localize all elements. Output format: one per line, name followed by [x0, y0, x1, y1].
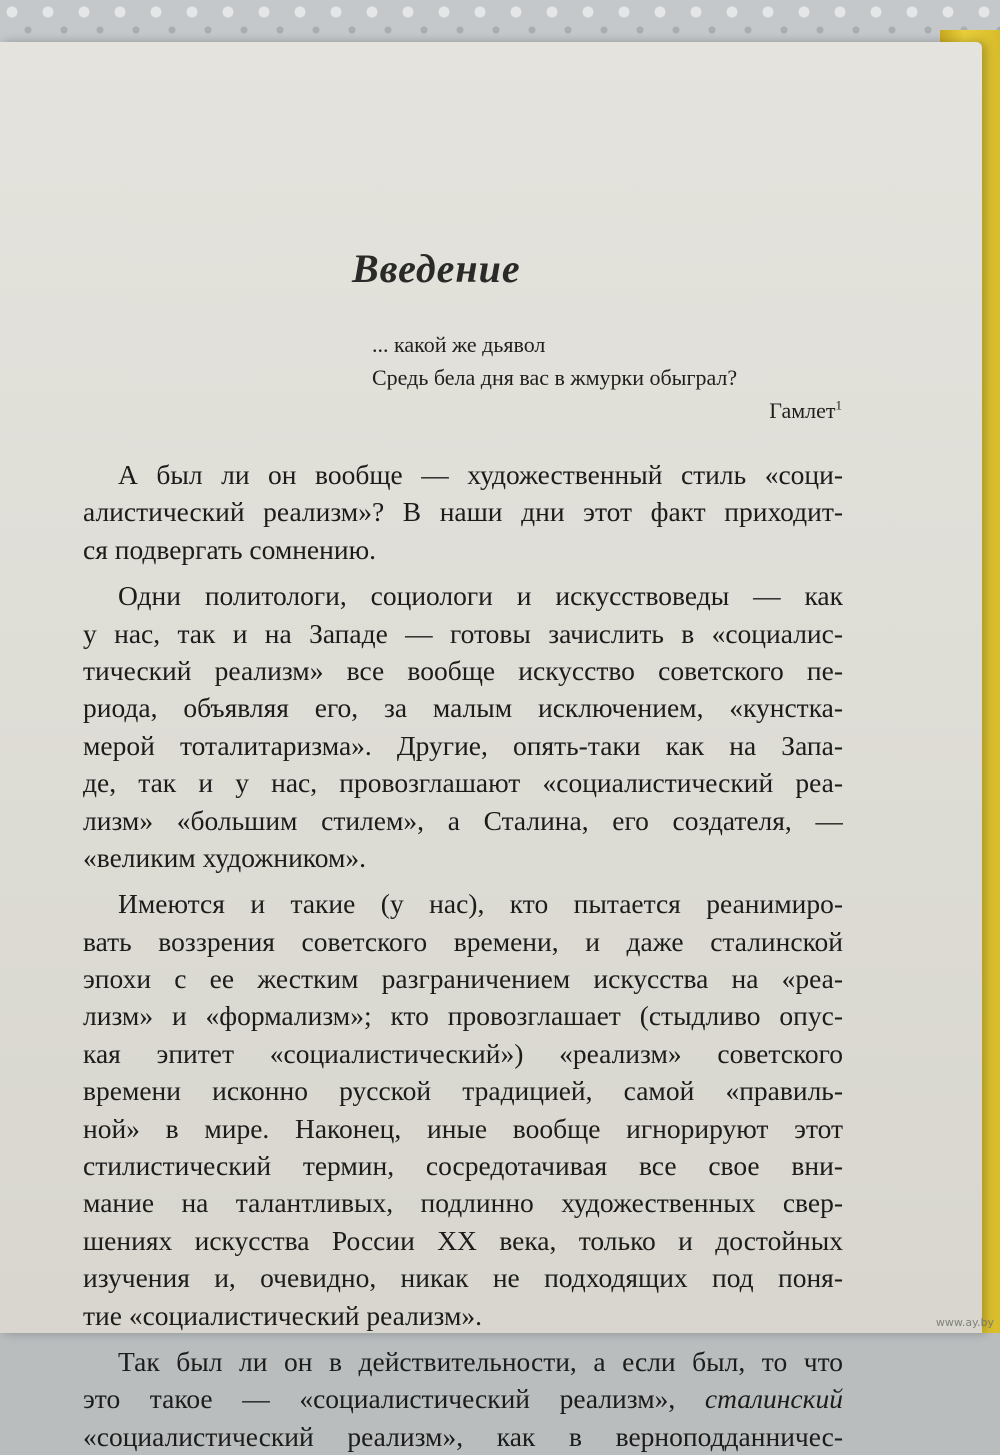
text-line: вать воззрения советского времени, и даже сталинской: [83, 925, 843, 957]
text-line: «социалистический реализм», как в верноподданничес-: [83, 1420, 843, 1452]
epigraph: [372, 328, 842, 427]
text-line: времени исконно русской традицией, самой «правиль-: [83, 1075, 843, 1107]
text-segment: это такое — «социалистический реализм»,: [83, 1383, 705, 1415]
text-line: тие «социалистический реализм».: [83, 1299, 483, 1331]
text-line: алистический реализм»? В наши дни этот факт приходит-: [83, 496, 843, 528]
epigraph-line-2: Средь бела дня вас в жмурки обыграл?: [372, 365, 738, 390]
text-line: ной» в мире. Наконец, иные вообще игнорируют этот: [83, 1112, 843, 1144]
text-line: лизм» «большим стилем», а Сталина, его создателя, —: [83, 804, 843, 836]
body-text: [83, 456, 843, 1455]
epigraph-author-wrap: [372, 394, 842, 427]
text-line: тический реализм» все вообще искусство советского пе-: [83, 654, 843, 686]
text-line: «великим художником».: [83, 841, 367, 873]
italic-word: сталинский: [704, 1383, 843, 1415]
watermark-text: www.ay.by: [935, 1316, 994, 1329]
text-line: де, так и у нас, провозглашают «социалистический реа-: [83, 767, 843, 799]
text-line: мание на талантливых, подлинно художественных свер-: [83, 1187, 843, 1219]
text-line: А был ли он вообще — художественный стиль «соци-: [118, 459, 843, 490]
text-line: кая эпитет «социалистический») «реализм» советского: [83, 1037, 843, 1069]
text-line: риода, объявляя его, за малым исключением, «кунстка-: [83, 692, 843, 724]
text-line: мерой тоталитаризма». Другие, опять-таки как на Запа-: [83, 729, 843, 761]
text-line: лизм» и «формализм»; кто провозглашает (стыдливо опус-: [83, 1000, 843, 1032]
text-line: Так был ли он в действительности, а если был, то что: [118, 1345, 843, 1377]
text-line: Одни политологи, социологи и искусствоведы — как: [118, 580, 843, 612]
footnote-marker: 1: [835, 397, 842, 413]
text-line: ся подвергать сомнению.: [83, 533, 376, 565]
text-line: у нас, так и на Западе — готовы зачислить в «социалис-: [83, 617, 843, 649]
epigraph-line-1: ... какой же дьявол: [372, 332, 546, 357]
epigraph-author: Гамлет: [769, 398, 836, 423]
text-line: эпохи с ее жестким разграничением искусства на «реа-: [83, 963, 843, 995]
chapter-title: Введение: [352, 246, 521, 291]
text-line: изучения и, очевидно, никак не подходящих под поня-: [83, 1262, 843, 1294]
text-line-with-italic: [83, 1380, 843, 1417]
text-line: Имеются и такие (у нас), кто пытается реанимиро-: [118, 888, 843, 920]
text-line: стилистический термин, сосредотачивая все свое вни-: [83, 1150, 843, 1182]
text-line: шениях искусства России XX века, только и достойных: [83, 1224, 843, 1256]
